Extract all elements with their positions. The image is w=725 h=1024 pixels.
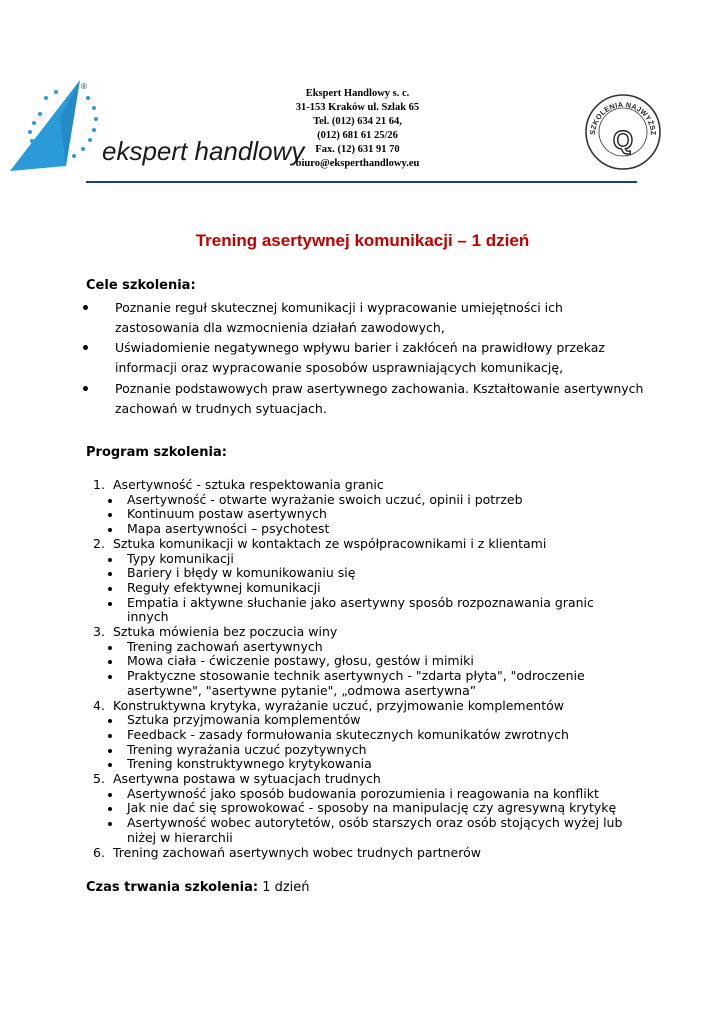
goal-item	[80, 298, 650, 338]
program-item-line: Jak nie dać się sprowokować - sposoby na manipulację czy agresywną krytykę	[127, 800, 617, 816]
goal-line: zastosowania dla wzmocnienia działań zawodowych,	[115, 320, 445, 335]
bullet-icon	[108, 822, 112, 826]
bullet-icon	[108, 793, 112, 797]
program-item	[93, 507, 633, 522]
program-item	[93, 801, 633, 816]
bullet-icon	[108, 513, 112, 517]
program-item-line: Praktyczne stosowanie technik asertywnych - "zdarta płyta", "odroczenie	[127, 668, 585, 684]
goal-line: informacji oraz wypracowanie sposobów usprawniających komunikację,	[115, 360, 564, 375]
bullet-icon	[108, 602, 112, 606]
company-contact-block	[270, 87, 445, 171]
company-line: (012) 681 61 25/26	[317, 130, 398, 141]
program-section-title	[93, 478, 633, 493]
bullet-icon	[108, 499, 112, 503]
bullet-icon	[108, 807, 112, 811]
bullet-icon	[108, 763, 112, 767]
bullet-icon	[108, 675, 112, 679]
header-rule	[86, 181, 637, 183]
company-line: 31-153 Kraków ul. Szlak 65	[295, 102, 420, 113]
logo-dot	[88, 138, 92, 142]
program-section-title	[93, 537, 633, 552]
logo-dot	[94, 117, 98, 121]
program-section-title	[93, 772, 633, 787]
registered-mark: ®	[81, 82, 87, 91]
logo-dot	[28, 130, 32, 134]
program-list	[93, 478, 633, 860]
bullet-icon	[108, 660, 112, 664]
logo-dot	[54, 90, 58, 94]
logo-dot	[86, 96, 90, 100]
program-item-line: Mowa ciała - ćwiczenie postawy, głosu, gestów i mimiki	[127, 653, 474, 669]
logo-dot	[72, 154, 76, 158]
seal-letter: Q	[612, 125, 634, 155]
program-item	[93, 669, 633, 698]
section-title-text: Sztuka komunikacji w kontaktach ze współpracownikami i z klientami	[113, 535, 547, 551]
program-item-line: innych	[127, 609, 169, 625]
goal-line: Poznanie podstawowych praw asertywnego zachowania. Kształtowanie asertywnych	[115, 381, 644, 396]
logo-dot	[38, 112, 42, 116]
goal-item	[80, 338, 650, 378]
program-item	[93, 581, 633, 596]
program-item-line: Empatia i aktywne słuchanie jako asertywny sposób rozpoznawania granic	[127, 594, 594, 610]
section-title-text: Konstruktywna krytyka, wyrażanie uczuć, przyjmowanie komplementów	[113, 697, 564, 713]
section-number: 5.	[93, 771, 105, 787]
bullet-icon	[83, 345, 88, 350]
logo-dot	[81, 147, 85, 151]
goal-line: Poznanie reguł skutecznej komunikacji i wypracowanie umiejętności ich	[115, 300, 563, 315]
bullet-icon	[83, 305, 88, 310]
program-item-line: Typy komunikacji	[127, 550, 234, 566]
program-item	[93, 552, 633, 567]
program-item	[93, 654, 633, 669]
program-item	[93, 493, 633, 508]
section-title-text: Sztuka mówienia bez poczucia winy	[113, 624, 338, 640]
bullet-icon	[108, 734, 112, 738]
logo-text: ekspert handlowy	[102, 136, 305, 166]
logo-dot	[92, 106, 96, 110]
logo-dot	[30, 139, 34, 143]
bullet-icon	[108, 558, 112, 562]
duration-value: 1 dzień	[262, 880, 310, 895]
section-number: 4.	[93, 697, 105, 713]
logo-dot	[44, 96, 48, 100]
seal-text: SZKOLENIA NAJWYŻSZ	[587, 99, 659, 136]
bullet-icon	[108, 719, 112, 723]
goal-line: Uświadomienie negatywnego wpływu barier i zakłóceń na prawidłowy przekaz	[115, 340, 605, 355]
program-item-line: Kontinuum postaw asertywnych	[127, 506, 327, 522]
duration	[86, 880, 310, 895]
logo-dot	[92, 128, 96, 132]
program-item-line: Asertywność - otwarte wyrażanie swoich uczuć, opinii i potrzeb	[127, 491, 523, 507]
program-item-line: Mapa asertywności – psychotest	[127, 521, 330, 537]
bullet-icon	[108, 528, 112, 532]
program-item	[93, 816, 633, 845]
program-section-title	[93, 699, 633, 714]
duration-label: Czas trwania szkolenia:	[86, 880, 259, 895]
section-number: 2.	[93, 535, 105, 551]
program-item-line: asertywne", "asertywne pytanie", „odmowa asertywna”	[127, 682, 477, 698]
goal-line: zachowań w trudnych sytuacjach.	[115, 401, 327, 416]
company-line: Tel. (012) 634 21 64,	[313, 116, 402, 127]
program-heading: Program szkolenia:	[86, 445, 227, 460]
program-item	[93, 713, 633, 728]
section-title-text: Asertywność - sztuka respektowania granic	[113, 477, 384, 492]
program-item	[93, 743, 633, 758]
program-item	[93, 728, 633, 743]
section-number: 1.	[93, 477, 105, 492]
program-item-line: Sztuka przyjmowania komplementów	[127, 712, 361, 728]
section-title-text: Trening zachowań asertywnych wobec trudnych partnerów	[113, 844, 481, 860]
page-title: Trening asertywnej komunikacji – 1 dzień	[195, 231, 530, 250]
program-section-title	[93, 625, 633, 640]
bullet-icon	[108, 749, 112, 753]
section-title-text: Asertywna postawa w sytuacjach trudnych	[113, 771, 381, 787]
goal-item	[80, 379, 650, 419]
logo-dot	[35, 147, 39, 151]
program-item	[93, 522, 633, 537]
section-number: 6.	[93, 844, 105, 860]
bullet-icon	[83, 386, 88, 391]
program-section-title	[93, 846, 633, 861]
goals-heading: Cele szkolenia:	[86, 278, 196, 293]
program-item-line: Feedback - zasady formułowania skutecznych komunikatów zwrotnych	[127, 726, 569, 742]
program-item-line: Trening konstruktywnego krytykowania	[127, 756, 372, 772]
bullet-icon	[108, 587, 112, 591]
company-line: Fax. (12) 631 91 70	[315, 144, 400, 155]
program-item-line: Trening wyrażania uczuć pozytywnych	[127, 741, 367, 757]
program-item	[93, 757, 633, 772]
program-item	[93, 566, 633, 581]
program-item-line: Bariery i błędy w komunikowaniu się	[127, 565, 356, 581]
company-line: Ekspert Handlowy s. c.	[305, 88, 410, 99]
company-logo	[10, 78, 305, 178]
program-item-line: Trening zachowań asertywnych	[127, 638, 323, 654]
program-item	[93, 596, 633, 625]
program-item	[93, 787, 633, 802]
section-number: 3.	[93, 624, 105, 640]
logo-dot	[32, 121, 36, 125]
program-item-line: Reguły efektywnej komunikacji	[127, 579, 321, 595]
program-item-line: Asertywność wobec autorytetów, osób starszych oraz osób stojących wyżej lub	[127, 815, 623, 831]
goals-list	[80, 298, 650, 420]
company-line[interactable]: biuro@eksperthandlowy.eu	[295, 158, 420, 169]
program-item-line: niżej w hierarchii	[127, 829, 233, 845]
bullet-icon	[108, 572, 112, 576]
bullet-icon	[108, 646, 112, 650]
program-item	[93, 640, 633, 655]
program-item-line: Asertywność jako sposób budowania porozumienia i reagowania na konflikt	[127, 785, 599, 801]
quality-seal-icon	[584, 93, 662, 171]
